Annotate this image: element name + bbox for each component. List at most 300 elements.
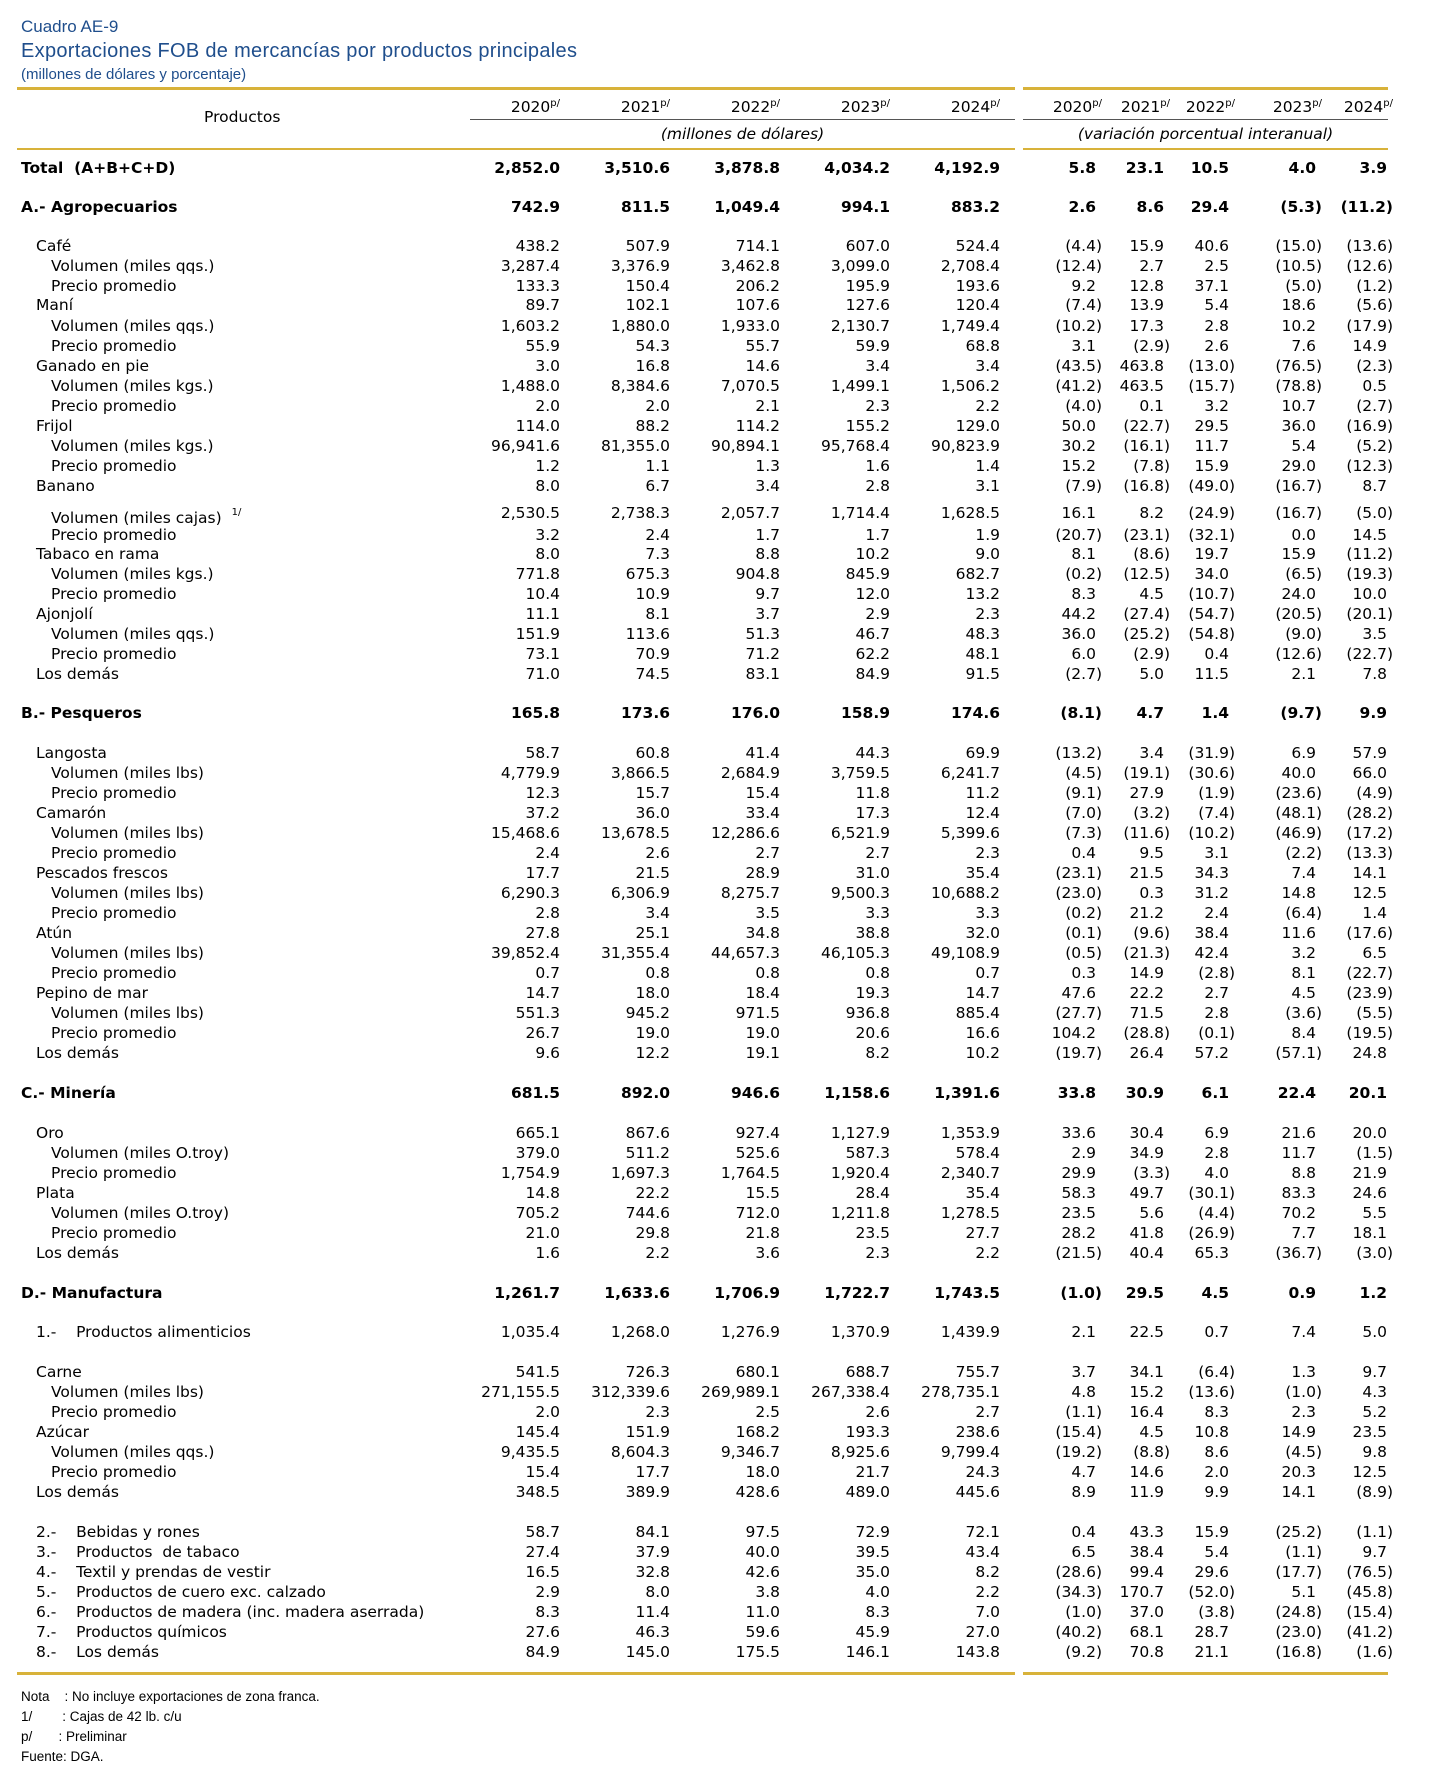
pct-cell: (23.9) — [1346, 984, 1393, 1002]
value-cell: 438.2 — [515, 237, 560, 255]
value-cell: 27.4 — [525, 1543, 560, 1561]
pct-cell: 21.2 — [1129, 904, 1164, 922]
pct-cell: (16.7) — [1275, 477, 1322, 495]
pct-cell: 4.5 — [1139, 585, 1164, 603]
header-bottom-rule-values — [17, 148, 1015, 150]
pct-cell: 463.8 — [1119, 357, 1164, 375]
value-cell: 1,499.1 — [830, 377, 890, 395]
row-label-text: 1.- Productos alimenticios — [36, 1323, 251, 1341]
row-label-text: Volumen (miles qqs.) — [51, 317, 215, 335]
value-cell: 9,435.5 — [500, 1443, 560, 1461]
pct-cell: 18.1 — [1352, 1224, 1387, 1242]
pct-cell: 2.8 — [1204, 1144, 1229, 1162]
value-cell: 3,759.5 — [830, 764, 890, 782]
pct-cell: 43.3 — [1129, 1523, 1164, 1541]
pct-cell: 0.4 — [1071, 1523, 1096, 1541]
pct-cell: (12.6) — [1275, 645, 1322, 663]
value-cell: 175.5 — [735, 1643, 780, 1661]
value-cell: 3,866.5 — [610, 764, 670, 782]
row-label — [36, 1243, 119, 1263]
pct-cell: 9.8 — [1362, 1443, 1387, 1461]
value-cell: 17.3 — [855, 804, 890, 822]
pct-cell: 14.8 — [1281, 884, 1316, 902]
pct-cell: 14.9 — [1281, 1423, 1316, 1441]
value-cell: 146.1 — [845, 1643, 890, 1661]
row-label — [51, 1223, 177, 1243]
row-label-text: Volumen (miles O.troy) — [51, 1144, 230, 1162]
pct-cell: 7.6 — [1291, 337, 1316, 355]
value-cell: 27.0 — [965, 1623, 1000, 1641]
value-cell: 12.2 — [635, 1044, 670, 1062]
value-cell: 96,941.6 — [490, 437, 560, 455]
value-cell: 9.7 — [755, 585, 780, 603]
row-label-text: Azúcar — [36, 1423, 89, 1441]
pct-cell: (25.2) — [1275, 1523, 1322, 1541]
value-cell: 37.2 — [525, 804, 560, 822]
value-cell: 2.3 — [975, 605, 1000, 623]
pct-cell: (7.0) — [1065, 804, 1102, 822]
preliminary-mark: p/ — [1312, 98, 1322, 109]
row-label — [51, 903, 177, 923]
header-mid-rule-pct — [1023, 119, 1388, 120]
value-cell: 158.9 — [840, 704, 890, 722]
pct-cell: (23.6) — [1275, 784, 1322, 802]
pct-cell: 44.2 — [1061, 605, 1096, 623]
pct-cell: (20.1) — [1346, 605, 1393, 623]
value-cell: 13.2 — [965, 585, 1000, 603]
row-label — [36, 1123, 64, 1143]
value-cell: 2,738.3 — [610, 504, 670, 522]
pct-cell: 4.5 — [1201, 1284, 1229, 1302]
pct-cell: (12.4) — [1055, 257, 1102, 275]
value-cell: 102.1 — [625, 296, 670, 314]
pct-cell: 2.0 — [1204, 1463, 1229, 1481]
pct-cell: 5.4 — [1204, 1543, 1229, 1561]
value-cell: 2.4 — [645, 526, 670, 544]
value-cell: 6,306.9 — [610, 884, 670, 902]
row-label — [36, 1642, 159, 1662]
pct-cell: (28.8) — [1123, 1024, 1170, 1042]
value-cell: 8.8 — [755, 545, 780, 563]
value-cell: 2.1 — [755, 397, 780, 415]
pct-cell: (1.1) — [1065, 1403, 1102, 1421]
pct-cell: 15.2 — [1129, 1383, 1164, 1401]
value-cell: 6,290.3 — [500, 884, 560, 902]
pct-cell: 12.5 — [1352, 884, 1387, 902]
pct-cell: 3.1 — [1204, 844, 1229, 862]
table-title: Exportaciones FOB de mercancías por productos principales — [21, 40, 578, 62]
pct-cell: (1.5) — [1356, 1144, 1393, 1162]
row-label-text: Precio promedio — [51, 397, 177, 415]
row-label-text: Volumen (miles qqs.) — [51, 1443, 215, 1461]
value-cell: 27.8 — [525, 924, 560, 942]
value-cell: 48.3 — [965, 625, 1000, 643]
value-cell: 90,823.9 — [930, 437, 1000, 455]
row-label-text: Los demás — [36, 1483, 119, 1501]
pct-cell: (7.8) — [1133, 457, 1170, 475]
value-cell: 4,192.9 — [934, 159, 1000, 177]
pct-cell: (16.1) — [1123, 437, 1170, 455]
year-label: 2024 — [1343, 98, 1384, 116]
pct-cell: 49.7 — [1129, 1184, 1164, 1202]
value-cell: 278,735.1 — [921, 1383, 1000, 1401]
value-cell: 1.4 — [975, 457, 1000, 475]
pct-cell: (22.7) — [1123, 417, 1170, 435]
pct-cell: (8.6) — [1133, 545, 1170, 563]
value-cell: 714.1 — [735, 237, 780, 255]
row-label-text: Ajonjolí — [36, 605, 93, 623]
row-label — [36, 1562, 271, 1582]
pct-cell: 30.4 — [1129, 1124, 1164, 1142]
value-cell: 46,105.3 — [820, 944, 890, 962]
pct-cell: 10.8 — [1194, 1423, 1229, 1441]
row-label-text: 8.- Los demás — [36, 1643, 159, 1661]
column-header-productos: Productos — [204, 108, 281, 126]
pct-cell: (30.1) — [1188, 1184, 1235, 1202]
pct-cell: (52.0) — [1188, 1583, 1235, 1601]
value-cell: 173.6 — [620, 704, 670, 722]
pct-cell: (41.2) — [1346, 1623, 1393, 1641]
row-label-text: Ganado en pie — [36, 357, 150, 375]
value-cell: 1.6 — [535, 1244, 560, 1262]
value-year-header — [450, 94, 560, 114]
value-cell: 33.4 — [745, 804, 780, 822]
pct-cell: 29.6 — [1194, 1563, 1229, 1581]
row-label-text: 5.- Productos de cuero exc. calzado — [36, 1583, 326, 1601]
row-label-text: B.- Pesqueros — [21, 704, 142, 722]
value-cell: 379.0 — [515, 1144, 560, 1162]
pct-cell: (17.2) — [1346, 824, 1393, 842]
pct-cell: (12.3) — [1346, 457, 1393, 475]
row-label — [36, 236, 71, 256]
value-cell: 3,287.4 — [500, 257, 560, 275]
value-cell: 59.9 — [855, 337, 890, 355]
pct-cell: (23.1) — [1055, 864, 1102, 882]
pct-cell: 4.5 — [1291, 984, 1316, 1002]
value-cell: 3.3 — [975, 904, 1000, 922]
pct-cell: (17.6) — [1346, 924, 1393, 942]
value-cell: 55.7 — [745, 337, 780, 355]
pct-cell: (2.3) — [1356, 357, 1393, 375]
value-cell: 8.0 — [645, 1583, 670, 1601]
value-cell: 27.6 — [525, 1623, 560, 1641]
value-cell: 21.0 — [525, 1224, 560, 1242]
pct-cell: 9.7 — [1362, 1543, 1387, 1561]
pct-cell: (23.0) — [1275, 1623, 1322, 1641]
value-cell: 0.8 — [865, 964, 890, 982]
preliminary-mark: p/ — [550, 98, 560, 109]
pct-cell: 42.4 — [1194, 944, 1229, 962]
pct-cell: (1.0) — [1285, 1383, 1322, 1401]
pct-cell: 13.9 — [1129, 296, 1164, 314]
pct-cell: (20.5) — [1275, 605, 1322, 623]
pct-cell: 50.0 — [1061, 417, 1096, 435]
pct-cell: (23.1) — [1123, 526, 1170, 544]
row-label-text: Pescados frescos — [36, 864, 168, 882]
pct-cell: 10.7 — [1281, 397, 1316, 415]
value-cell: 18.4 — [745, 984, 780, 1002]
row-label-text: 4.- Textil y prendas de vestir — [36, 1563, 271, 1581]
value-cell: 8,925.6 — [830, 1443, 890, 1461]
pct-cell: (2.8) — [1198, 964, 1235, 982]
pct-cell: (1.0) — [1065, 1603, 1102, 1621]
value-cell: 348.5 — [515, 1483, 560, 1501]
pct-cell: (45.8) — [1346, 1583, 1393, 1601]
row-label-text: Precio promedio — [51, 844, 177, 862]
pct-cell: 2.8 — [1204, 317, 1229, 335]
value-cell: 578.4 — [955, 1144, 1000, 1162]
table-code: Cuadro AE-9 — [21, 17, 119, 36]
value-cell: 18.0 — [745, 1463, 780, 1481]
value-cell: 21.7 — [855, 1463, 890, 1481]
value-cell: 23.5 — [855, 1224, 890, 1242]
value-cell: 16.6 — [965, 1024, 1000, 1042]
pct-cell: 3.5 — [1362, 625, 1387, 643]
value-cell: 0.7 — [535, 964, 560, 982]
value-cell: 8.0 — [535, 477, 560, 495]
pct-cell: 20.3 — [1281, 1463, 1316, 1481]
pct-cell: 24.6 — [1352, 1184, 1387, 1202]
value-cell: 2.2 — [975, 397, 1000, 415]
value-cell: 7.3 — [645, 545, 670, 563]
value-cell: 12.0 — [855, 585, 890, 603]
pct-cell: 10.0 — [1352, 585, 1387, 603]
value-cell: 845.9 — [845, 565, 890, 583]
pct-cell: (13.6) — [1188, 1383, 1235, 1401]
value-cell: 1,603.2 — [500, 317, 560, 335]
value-cell: 155.2 — [845, 417, 890, 435]
pct-cell: (0.1) — [1065, 924, 1102, 942]
pct-cell: 104.2 — [1051, 1024, 1096, 1042]
pct-cell: 2.7 — [1139, 257, 1164, 275]
value-cell: 1,920.4 — [830, 1164, 890, 1182]
pct-cell: 15.9 — [1194, 457, 1229, 475]
value-cell: 8,275.7 — [720, 884, 780, 902]
pct-cell: 1.3 — [1291, 1363, 1316, 1381]
value-cell: 25.1 — [635, 924, 670, 942]
row-label-text: Banano — [36, 477, 95, 495]
pct-cell: 0.1 — [1139, 397, 1164, 415]
value-cell: 2.9 — [535, 1583, 560, 1601]
row-label-text: Precio promedio — [51, 1164, 177, 1182]
value-cell: 97.5 — [745, 1523, 780, 1541]
pct-cell: 5.8 — [1068, 159, 1096, 177]
value-cell: 72.9 — [855, 1523, 890, 1541]
row-label — [36, 416, 73, 436]
value-cell: 151.9 — [515, 625, 560, 643]
pct-cell: 22.4 — [1277, 1084, 1316, 1102]
pct-cell: 6.1 — [1201, 1084, 1229, 1102]
pct-cell: 40.4 — [1129, 1244, 1164, 1262]
year-label: 2023 — [840, 98, 881, 116]
row-label-text: Precio promedio — [51, 1024, 177, 1042]
value-cell: 238.6 — [955, 1423, 1000, 1441]
pct-cell: (26.9) — [1188, 1224, 1235, 1242]
pct-cell: (57.1) — [1275, 1044, 1322, 1062]
pct-cell: (10.5) — [1275, 257, 1322, 275]
value-cell: 8.2 — [975, 1563, 1000, 1581]
value-cell: 1,370.9 — [830, 1323, 890, 1341]
row-label — [36, 983, 148, 1003]
row-label-text: D.- Manufactura — [21, 1284, 163, 1302]
value-cell: 89.7 — [525, 296, 560, 314]
row-label — [36, 1582, 326, 1602]
value-cell: 4,779.9 — [500, 764, 560, 782]
value-cell: 8.1 — [645, 605, 670, 623]
row-label-text: Precio promedio — [51, 585, 177, 603]
value-cell: 1,035.4 — [500, 1323, 560, 1341]
pct-cell: 26.4 — [1129, 1044, 1164, 1062]
pct-cell: 23.5 — [1352, 1423, 1387, 1441]
pct-cell: 9.2 — [1071, 277, 1096, 295]
pct-cell: (19.3) — [1346, 565, 1393, 583]
year-label: 2021 — [1120, 98, 1161, 116]
pct-cell: (1.1) — [1285, 1543, 1322, 1561]
pct-cell: 4.0 — [1204, 1164, 1229, 1182]
value-cell: 133.3 — [515, 277, 560, 295]
pct-cell: 11.7 — [1194, 437, 1229, 455]
value-cell: 3.0 — [535, 357, 560, 375]
row-label — [51, 624, 214, 644]
pct-cell: (20.7) — [1055, 526, 1102, 544]
pct-cell: 57.9 — [1352, 744, 1387, 762]
pct-cell: 30.2 — [1061, 437, 1096, 455]
value-cell: 193.6 — [955, 277, 1000, 295]
value-cell: 193.3 — [845, 1423, 890, 1441]
pct-cell: 2.6 — [1204, 337, 1229, 355]
row-label — [36, 1602, 424, 1622]
pct-cell: 65.3 — [1194, 1244, 1229, 1262]
pct-cell: 11.6 — [1281, 924, 1316, 942]
pct-cell: 9.5 — [1139, 844, 1164, 862]
pct-cell: 2.8 — [1204, 1004, 1229, 1022]
value-cell: 511.2 — [625, 1144, 670, 1162]
pct-cell: 0.4 — [1071, 844, 1096, 862]
year-label: 2022 — [1185, 98, 1226, 116]
value-cell: 6,521.9 — [830, 824, 890, 842]
row-label-text: Volumen (miles kgs.) — [51, 565, 214, 583]
value-cell: 16.5 — [525, 1563, 560, 1581]
pct-cell: (48.1) — [1275, 804, 1322, 822]
value-cell: 58.7 — [525, 1523, 560, 1541]
value-cell: 1,127.9 — [830, 1124, 890, 1142]
pct-cell: 14.1 — [1281, 1483, 1316, 1501]
value-cell: 44,657.3 — [710, 944, 780, 962]
value-cell: 2,340.7 — [940, 1164, 1000, 1182]
pct-cell: (9.6) — [1133, 924, 1170, 942]
row-label — [51, 644, 177, 664]
pct-cell: 8.7 — [1362, 477, 1387, 495]
pct-cell: 5.4 — [1291, 437, 1316, 455]
preliminary-mark: p/ — [880, 98, 890, 109]
value-cell: 5,399.6 — [940, 824, 1000, 842]
row-label — [51, 843, 177, 863]
row-label — [51, 1143, 229, 1163]
pct-cell: (13.3) — [1346, 844, 1393, 862]
row-label-text: Tabaco en rama — [36, 545, 160, 563]
pct-cell: (19.7) — [1055, 1044, 1102, 1062]
pct-cell: (3.2) — [1133, 804, 1170, 822]
pct-cell: 57.2 — [1194, 1044, 1229, 1062]
row-label — [36, 923, 72, 943]
value-cell: 867.6 — [625, 1124, 670, 1142]
pct-cell: 15.2 — [1061, 457, 1096, 475]
value-cell: 3,099.0 — [830, 257, 890, 275]
pct-cell: (8.8) — [1133, 1443, 1170, 1461]
value-cell: 1,880.0 — [610, 317, 670, 335]
pct-cell: 12.8 — [1129, 277, 1164, 295]
table-subtitle: (millones de dólares y porcentaje) — [21, 66, 247, 83]
pct-cell: 14.5 — [1352, 526, 1387, 544]
pct-cell: (54.8) — [1188, 625, 1235, 643]
value-cell: 83.1 — [745, 665, 780, 683]
pct-cell: 0.5 — [1362, 377, 1387, 395]
pct-cell: (11.2) — [1340, 198, 1393, 216]
value-cell: 4.0 — [865, 1583, 890, 1601]
pct-cell: 2.1 — [1071, 1323, 1096, 1341]
value-cell: 3,462.8 — [720, 257, 780, 275]
pct-cell: 6.0 — [1071, 645, 1096, 663]
row-label-text: Frijol — [36, 417, 73, 435]
value-cell: 195.9 — [845, 277, 890, 295]
value-year-header — [780, 94, 890, 114]
pct-cell: (78.8) — [1275, 377, 1322, 395]
pct-cell: 29.5 — [1194, 417, 1229, 435]
value-cell: 2,057.7 — [720, 504, 780, 522]
value-cell: 21.5 — [635, 864, 670, 882]
pct-cell: (24.9) — [1188, 504, 1235, 522]
pct-cell: (10.2) — [1055, 317, 1102, 335]
value-cell: 44.3 — [855, 744, 890, 762]
value-cell: 55.9 — [525, 337, 560, 355]
pct-cell: (7.4) — [1198, 804, 1235, 822]
value-cell: 151.9 — [625, 1423, 670, 1441]
value-cell: 84.9 — [525, 1643, 560, 1661]
pct-cell: 463.5 — [1119, 377, 1164, 395]
value-cell: 74.5 — [635, 665, 670, 683]
pct-cell: 37.0 — [1129, 1603, 1164, 1621]
value-cell: 43.4 — [965, 1543, 1000, 1561]
row-label-text: Precio promedio — [51, 964, 177, 982]
value-cell: 1,278.5 — [940, 1204, 1000, 1222]
pct-cell: (12.6) — [1346, 257, 1393, 275]
pct-cell: (2.7) — [1356, 397, 1393, 415]
pct-cell: (0.2) — [1065, 904, 1102, 922]
value-cell: 1,158.6 — [824, 1084, 890, 1102]
pct-cell: (5.5) — [1356, 1004, 1393, 1022]
row-label-text: 6.- Productos de madera (inc. madera aserrada) — [36, 1603, 425, 1621]
pct-cell: 5.6 — [1139, 1204, 1164, 1222]
row-label — [21, 158, 175, 178]
row-label-text: Volumen (miles kgs.) — [51, 437, 214, 455]
row-label-text: Oro — [36, 1124, 64, 1142]
value-cell: 0.8 — [755, 964, 780, 982]
value-cell: 11.2 — [965, 784, 1000, 802]
value-cell: 31,355.4 — [600, 944, 670, 962]
row-label — [51, 1442, 214, 1462]
pct-cell: 10.2 — [1281, 317, 1316, 335]
row-label — [51, 1462, 177, 1482]
value-cell: 1,276.9 — [720, 1323, 780, 1341]
value-cell: 145.0 — [625, 1643, 670, 1661]
pct-cell: 2.4 — [1204, 904, 1229, 922]
value-cell: 45.9 — [855, 1623, 890, 1641]
row-label-text: Camarón — [36, 804, 107, 822]
pct-cell: (34.3) — [1055, 1583, 1102, 1601]
value-cell: 71.2 — [745, 645, 780, 663]
value-cell: 1,764.5 — [720, 1164, 780, 1182]
pct-cell: 23.5 — [1061, 1204, 1096, 1222]
